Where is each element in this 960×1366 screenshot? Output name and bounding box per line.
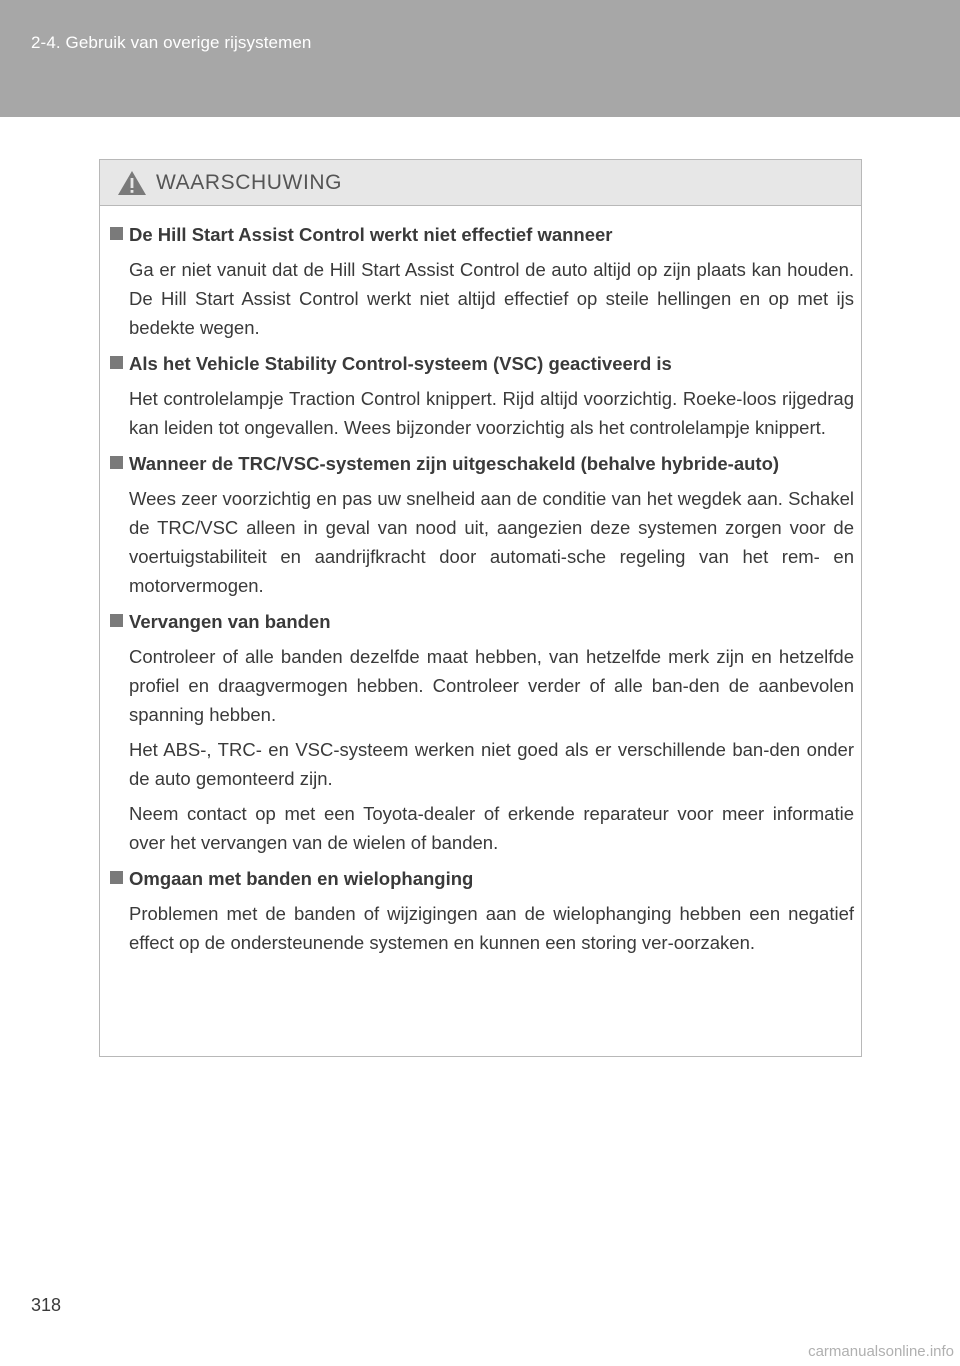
warning-item-heading — [110, 220, 854, 249]
square-bullet-icon — [110, 871, 123, 884]
warning-header — [100, 160, 861, 206]
square-bullet-icon — [110, 356, 123, 369]
warning-body — [100, 206, 861, 957]
warning-item-paragraph: Neem contact op met een Toyota-dealer of erkende reparateur voor meer informatie over het vervangen van de wielen of banden. — [129, 803, 854, 853]
section-title: 2-4. Gebruik van overige rijsystemen — [31, 33, 312, 52]
warning-item-paragraph: Controleer of alle banden dezelfde maat hebben, van hetzelfde merk zijn en hetzelfde profiel en draagvermogen hebben. Controleer verder of alle ban-den de aanbevolen spanning hebben. — [129, 646, 854, 725]
warning-item-paragraph: Het controlelampje Traction Control knippert. Rijd altijd voorzichtig. Roeke-loos rijgedrag kan leiden tot ongevallen. Wees bijzonder voorzichtig als het controlelampje knippert. — [129, 388, 854, 438]
square-bullet-icon — [110, 227, 123, 240]
warning-item-paragraph: Problemen met de banden of wijzigingen aan de wielophanging hebben een negatief effect op de ondersteunende systemen en kunnen een storing ver-oorzaken. — [129, 903, 854, 953]
warning-item-paragraph: Wees zeer voorzichtig en pas uw snelheid aan de conditie van het wegdek aan. Schakel de TRC/VSC alleen in geval van nood uit, aangezien deze systemen zorgen voor de voertuigstabiliteit en aandrijfkracht door automati-sche regeling van het rem- en motorvermogen. — [129, 488, 854, 596]
warning-item-heading-text: Wanneer de TRC/VSC-systemen zijn uitgeschakeld (behalve hybride-auto) — [129, 453, 780, 474]
page-number: 318 — [31, 1295, 62, 1315]
watermark: carmanualsonline.info — [808, 1343, 954, 1360]
warning-item-heading — [110, 349, 854, 378]
warning-item-paragraph: Ga er niet vanuit dat de Hill Start Assist Control de auto altijd op zijn plaats kan houden. De Hill Start Assist Control werkt niet altijd effectief op steile hellingen en op met ijs bedekte wegen. — [129, 259, 854, 338]
header-band — [0, 0, 960, 117]
warning-item-heading-text: Vervangen van banden — [129, 611, 331, 632]
warning-item-heading-text: Omgaan met banden en wielophanging — [129, 868, 474, 889]
warning-box — [99, 159, 862, 1057]
warning-item-heading — [110, 607, 854, 636]
square-bullet-icon — [110, 614, 123, 627]
warning-item-heading-text: Als het Vehicle Stability Control-systeem (VSC) geactiveerd is — [129, 353, 672, 374]
warning-triangle-icon — [117, 170, 147, 196]
warning-item-heading-text: De Hill Start Assist Control werkt niet effectief wanneer — [129, 224, 613, 245]
square-bullet-icon — [110, 456, 123, 469]
warning-item-heading — [110, 449, 854, 478]
warning-title: WAARSCHUWING — [156, 170, 343, 194]
warning-item-paragraph: Het ABS-, TRC- en VSC-systeem werken niet goed als er verschillende ban-den onder de auto gemonteerd zijn. — [129, 739, 854, 789]
warning-item-heading — [110, 864, 854, 893]
